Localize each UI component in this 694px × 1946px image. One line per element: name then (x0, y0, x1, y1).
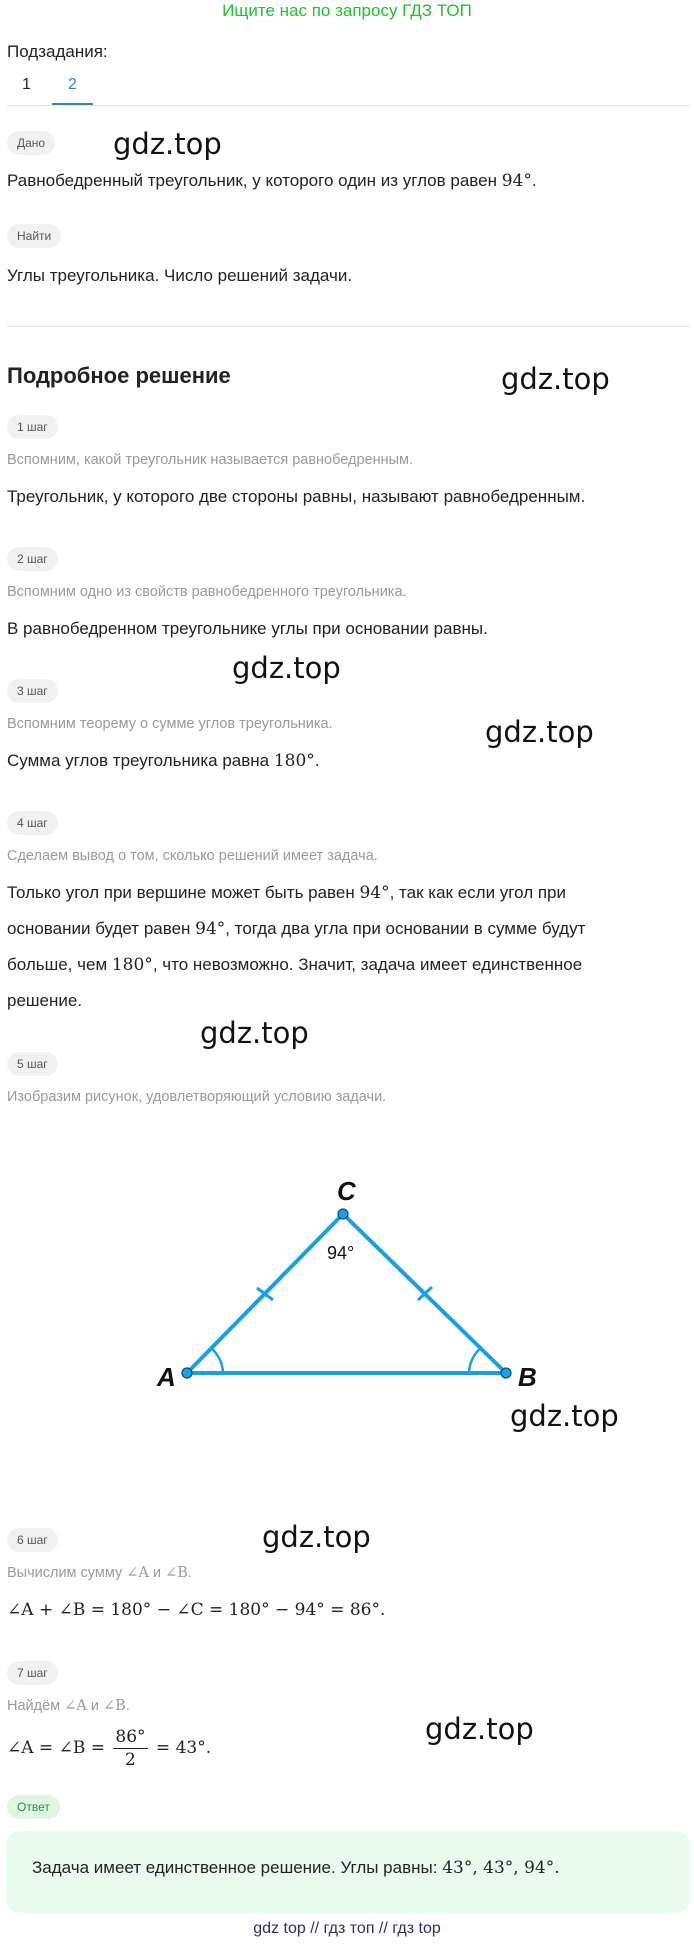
answer-text: Задача имеет единственное решение. Углы равны: 43°, 43°, 94°. (32, 1858, 560, 1878)
step-5-pill: 5 шаг (7, 1052, 58, 1076)
step-2-hint: Вспомним одно из свойств равнобедренного треугольника. (7, 584, 407, 600)
step-2-pill: 2 шаг (7, 547, 58, 571)
watermark: gdz.top (510, 1399, 619, 1433)
watermark: gdz.top (262, 1520, 371, 1554)
find-text: Углы треугольника. Число решений задачи. (7, 266, 353, 285)
watermark: gdz.top (501, 362, 610, 396)
vertex-label-a: A (157, 1362, 176, 1392)
watermark: gdz.top (425, 1712, 534, 1746)
step-3-text: Сумма углов треугольника равна 180°. (7, 751, 320, 771)
step-7-formula: ∠A = ∠B = $\frac{86^\circ}{2}$ = 43°. (7, 1727, 212, 1770)
top-banner[interactable]: Ищите нас по запросу ГДЗ ТОП (222, 1, 472, 20)
watermark: gdz.top (200, 1016, 309, 1050)
watermark: gdz.top (232, 651, 341, 685)
triangle-figure (0, 1150, 694, 1430)
tab-subtask-1[interactable]: 1 (22, 76, 31, 93)
watermark: gdz.top (485, 715, 594, 749)
step-2-text: В равнобедренном треугольнике углы при основании равны. (7, 619, 488, 638)
step-3-hint: Вспомним теорему о сумме углов треугольника. (7, 716, 333, 732)
point-b (501, 1368, 511, 1378)
find-pill: Найти (7, 224, 61, 248)
step-4-hint: Сделаем вывод о том, сколько решений имеет задача. (7, 848, 378, 864)
step-4-pill: 4 шаг (7, 811, 58, 835)
angle-arc-b (469, 1347, 482, 1373)
subtasks-label: Подзадания: (7, 42, 108, 61)
given-pill: Дано (7, 131, 55, 155)
angle-label-c: 94° (327, 1243, 355, 1263)
vertex-label-c: C (337, 1176, 356, 1206)
step-4-text: Только угол при вершине может быть равен 94°, так как если угол при основании будет равен 94°, тогда два угла при основании в сумме будут больше, чем 180°, что невозможно. Значит, задача имеет единственное решение. (7, 883, 586, 1010)
step-1-pill: 1 шаг (7, 415, 58, 439)
step-6-hint: Вычислим сумму ∠A и ∠B. (7, 1565, 192, 1581)
tab-subtask-2[interactable]: 2 (68, 76, 77, 93)
footer-links[interactable]: gdz top // гдз топ // гдз top (253, 1920, 441, 1937)
given-text: Равнобедренный треугольник, у которого один из углов равен 94°. (7, 171, 537, 191)
step-6-pill: 6 шаг (7, 1528, 58, 1552)
step-1-text: Треугольник, у которого две стороны равны, называют равнобедренным. (7, 487, 586, 506)
fraction: $\frac{86^\circ}{2}$ (115, 1727, 146, 1770)
section-divider (6, 326, 690, 327)
watermark: gdz.top (113, 127, 222, 161)
answer-pill: Ответ (7, 1795, 60, 1819)
angle-arc-a (211, 1348, 223, 1373)
step-1-hint: Вспомним, какой треугольник называется равнобедренным. (7, 452, 414, 468)
step-7-pill: 7 шаг (7, 1661, 58, 1685)
step-3-pill: 3 шаг (7, 679, 58, 703)
step-7-hint: Найдём ∠A и ∠B. (7, 1698, 130, 1714)
point-c (338, 1209, 348, 1219)
step-6-formula: ∠A + ∠B = 180° − ∠C = 180° − 94° = 86°. (7, 1600, 386, 1620)
tabs-divider (6, 105, 690, 106)
step-5-hint: Изобразим рисунок, удовлетворяющий условию задачи. (7, 1089, 387, 1105)
solution-heading: Подробное решение (7, 363, 231, 388)
vertex-label-b: B (518, 1362, 537, 1392)
point-a (182, 1368, 192, 1378)
